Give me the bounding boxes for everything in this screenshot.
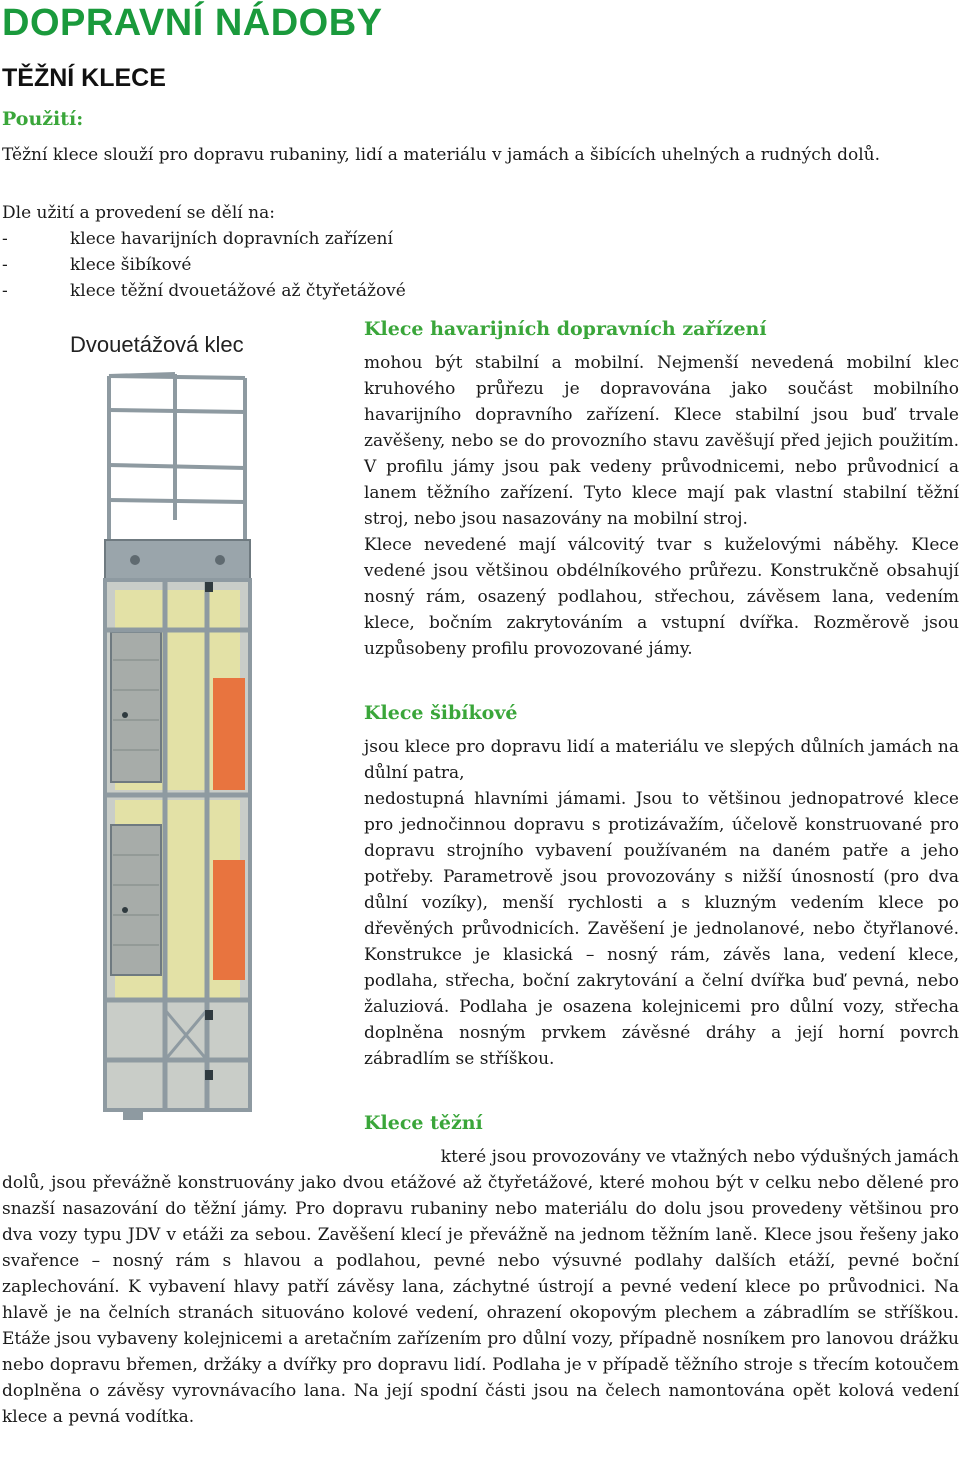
- cage-head: [105, 540, 250, 580]
- cage-door-upper: [213, 678, 245, 790]
- types-intro: Dle užití a provedení se dělí na:: [2, 203, 275, 223]
- list-item-text: klece šibíkové: [70, 255, 192, 275]
- page-subtitle: TĚŽNÍ KLECE: [2, 64, 166, 92]
- list-item: [2, 226, 702, 252]
- cage-illustration: [95, 370, 265, 1130]
- list-dash: -: [2, 229, 8, 249]
- section-heading-emergency: Klece havarijních dopravních zařízení: [364, 318, 767, 340]
- section-text-hoist-lead: které jsou provozovány ve vtažných nebo výdušných jamách: [440, 1147, 959, 1167]
- paragraph: nedostupná hlavními jámami. Jsou to většinou jednopatrové klece pro jednočinnou dopravu s protizávažím, účelově konstruované pro dopravu strojního vybavení používaném na daném patře a jeho potřeby. Parametrově jsou provozovány s nižší únosností (pro dva důlní vozíky), menší rychlosti a s kluzným vedením klece po dřevěných průvodnicích. Zavěšení je jednolanové, nebo čtyřlanové. Konstrukce je klasická – nosný rám, závěs lana, vedení klece, podlaha, střecha, boční zakrytování a čelní dvířka buď pevná, nebo žaluziová. Podlaha je osazena kolejnicemi pro důlní vozy, střecha doplněna nosným prvkem závěsné dráhy a její horní povrch zábradlím se stříškou.: [364, 789, 959, 1069]
- section-text-emergency: [364, 350, 959, 662]
- section-text-shaft: [364, 734, 959, 1072]
- list-dash: -: [2, 281, 8, 301]
- list-item-text: klece havarijních dopravních zařízení: [70, 229, 393, 249]
- figure-caption: Dvouetážová klec: [70, 332, 244, 357]
- cage-gate-lower: [111, 825, 161, 975]
- top-railing: [109, 374, 245, 550]
- usage-intro: Těžní klece slouží pro dopravu rubaniny, lidí a materiálu v jamách a šibících uhelných a rudných dolů.: [2, 145, 881, 165]
- list-item: [2, 252, 702, 278]
- cage-gate-upper: [111, 632, 161, 782]
- paragraph: mohou být stabilní a mobilní. Nejmenší nevedená mobilní klec kruhového průřezu je dopravována jako součást mobilního havarijního dopravního zařízení. Klece stabilní jsou buď trvale zavěšeny, nebo se do provozního stavu zavěšují před jejich použitím. V profilu jámy jsou pak vedeny průvodnicemi, nebo průvodnicí a lanem těžního zařízení. Tyto klece mají pak vlastní stabilní těžní stroj, nebo jsou nasazovány na mobilní stroj.: [364, 353, 959, 529]
- usage-heading: Použití:: [2, 108, 84, 130]
- paragraph: Klece nevedené mají válcovitý tvar s kuželovými náběhy. Klece vedené jsou většinou obdélníkového průřezu. Konstrukčně obsahují nosný rám, osazený podlahou, střechou, závěsem lana, vedením klece, bočním zakrytováním a vstupní dvířka. Rozměrově jsou uzpůsobeny profilu provozované jámy.: [364, 535, 959, 659]
- types-list: [2, 200, 702, 304]
- section-heading-shaft: Klece šibíkové: [364, 702, 518, 724]
- paragraph: jsou klece pro dopravu lidí a materiálu ve slepých důlních jamách na důlní patra,: [364, 737, 959, 783]
- section-heading-hoist: Klece těžní: [364, 1112, 483, 1134]
- cage-door-lower: [213, 860, 245, 980]
- list-item: [2, 278, 702, 304]
- list-item-text: klece těžní dvouetážové až čtyřetážové: [70, 281, 406, 301]
- list-dash: -: [2, 255, 8, 275]
- section-text-hoist: dolů, jsou převážně konstruovány jako dvou etážové až čtyřetážové, které mohou být v celku nebo dělené pro snazší nasazování do těžní jámy. Pro dopravu rubaniny nebo materiálu do dolu jsou provedeny většinou pro dva vozy typu JDV v etáži za sebou. Zavěšení klecí je převážně na jednom těžním laně. Klece jsou řešeny jako svařence – nosný rám s hlavou a podlahou, pevné nebo výsuvné podlahy dalších etáží, pevné boční zaplechování. K vybavení hlavy patří závěsy lana, záchytné ústrojí a pevné vedení klece po průvodnici. Na hlavě je na čelních stranách situováno kolové vedení, ohrazení okopovým plechem a zábradlím se stříškou. Etáže jsou vybaveny kolejnicemi a aretačním zařízením pro důlní vozy, případně nosníkem pro lanovou drážku nebo dopravu břemen, držáky a dvířky pro dopravu lidí. Podlaha je v případě těžního stroje s třecím kotoučem doplněna o závěsy vyrovnávacího lana. Na její spodní části jsou na čelech namontována opět kolová vedení klece a pevná vodítka.: [2, 1173, 959, 1427]
- page-title: DOPRAVNÍ NÁDOBY: [2, 2, 383, 44]
